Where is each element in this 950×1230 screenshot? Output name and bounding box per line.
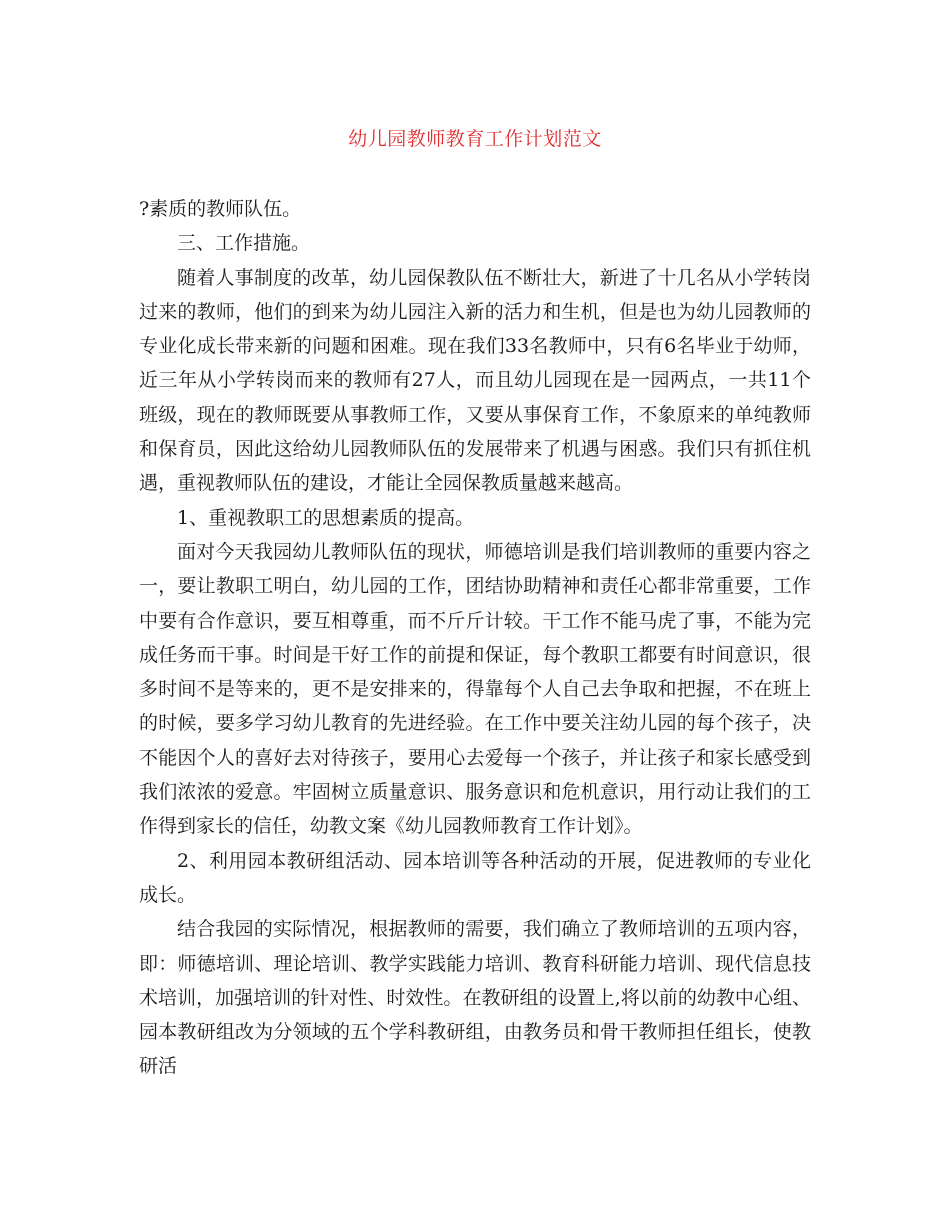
document-body: [139, 192, 811, 1084]
document-title: 幼儿园教师教育工作计划范文: [348, 128, 602, 150]
paragraph-training-content: 结合我园的实际情况，根据教师的需要，我们确立了教师培训的五项内容，即：师德培训、理论培训、教学实践能力培训、教育科研能力培训、现代信息技术培训，加强培训的针对性、时效性。在教研组的设置上,将以前的幼教中心组、园本教研组改为分领域的五个学科教研组，由教务员和骨干教师担任组长，使教研活: [139, 918, 811, 1078]
paragraph-ethics-training: 面对今天我园幼儿教师队伍的现状，师德培训是我们培训教师的重要内容之一，要让教职工明白，幼儿园的工作，团结协助精神和责任心都非常重要，工作中要有合作意识，要互相尊重，而不斤斤计较。干工作不能马虎了事，不能为完成任务而干事。时间是干好工作的前提和保证，每个教职工都要有时间意识，很多时间不是等来的，更不是安排来的，得靠每个人自己去争取和把握，不在班上的时候，要多学习幼儿教育的先进经验。在工作中要关注幼儿园的每个孩子，决不能因个人的喜好去对待孩子，要用心去爱每一个孩子，并让孩子和家长感受到我们浓浓的爱意。牢固树立质量意识、服务意识和危机意识，用行动让我们的工作得到家长的信任，幼教文案《幼儿园教师教育工作计划》。: [139, 540, 811, 838]
section-heading-measures: 三、工作措施。: [177, 232, 311, 255]
paragraph-reform: 随着人事制度的改革，幼儿园保教队伍不断壮大，新进了十几名从小学转岗过来的教师，他们的到来为幼儿园注入新的活力和生机，但是也为幼儿园教师的专业化成长带来新的问题和困难。现在我们33名教师中，只有6名毕业于幼师，近三年从小学转岗而来的教师有27人，而且幼儿园现在是一园两点，一共11个班级，现在的教师既要从事教师工作，又要从事保育工作，不象原来的单纯教师和保育员，因此这给幼儿园教师队伍的发展带来了机遇与困惑。我们只有抓住机遇，重视教师队伍的建设，才能让全园保教质量越来越高。: [139, 266, 811, 495]
subheading-1: 1、重视教职工的思想素质的提高。: [177, 506, 475, 529]
subheading-2: 2、利用园本教研组活动、园本培训等各种活动的开展，促进教师的专业化成长。: [139, 849, 811, 906]
paragraph-continued: ?素质的教师队伍。: [139, 198, 302, 220]
